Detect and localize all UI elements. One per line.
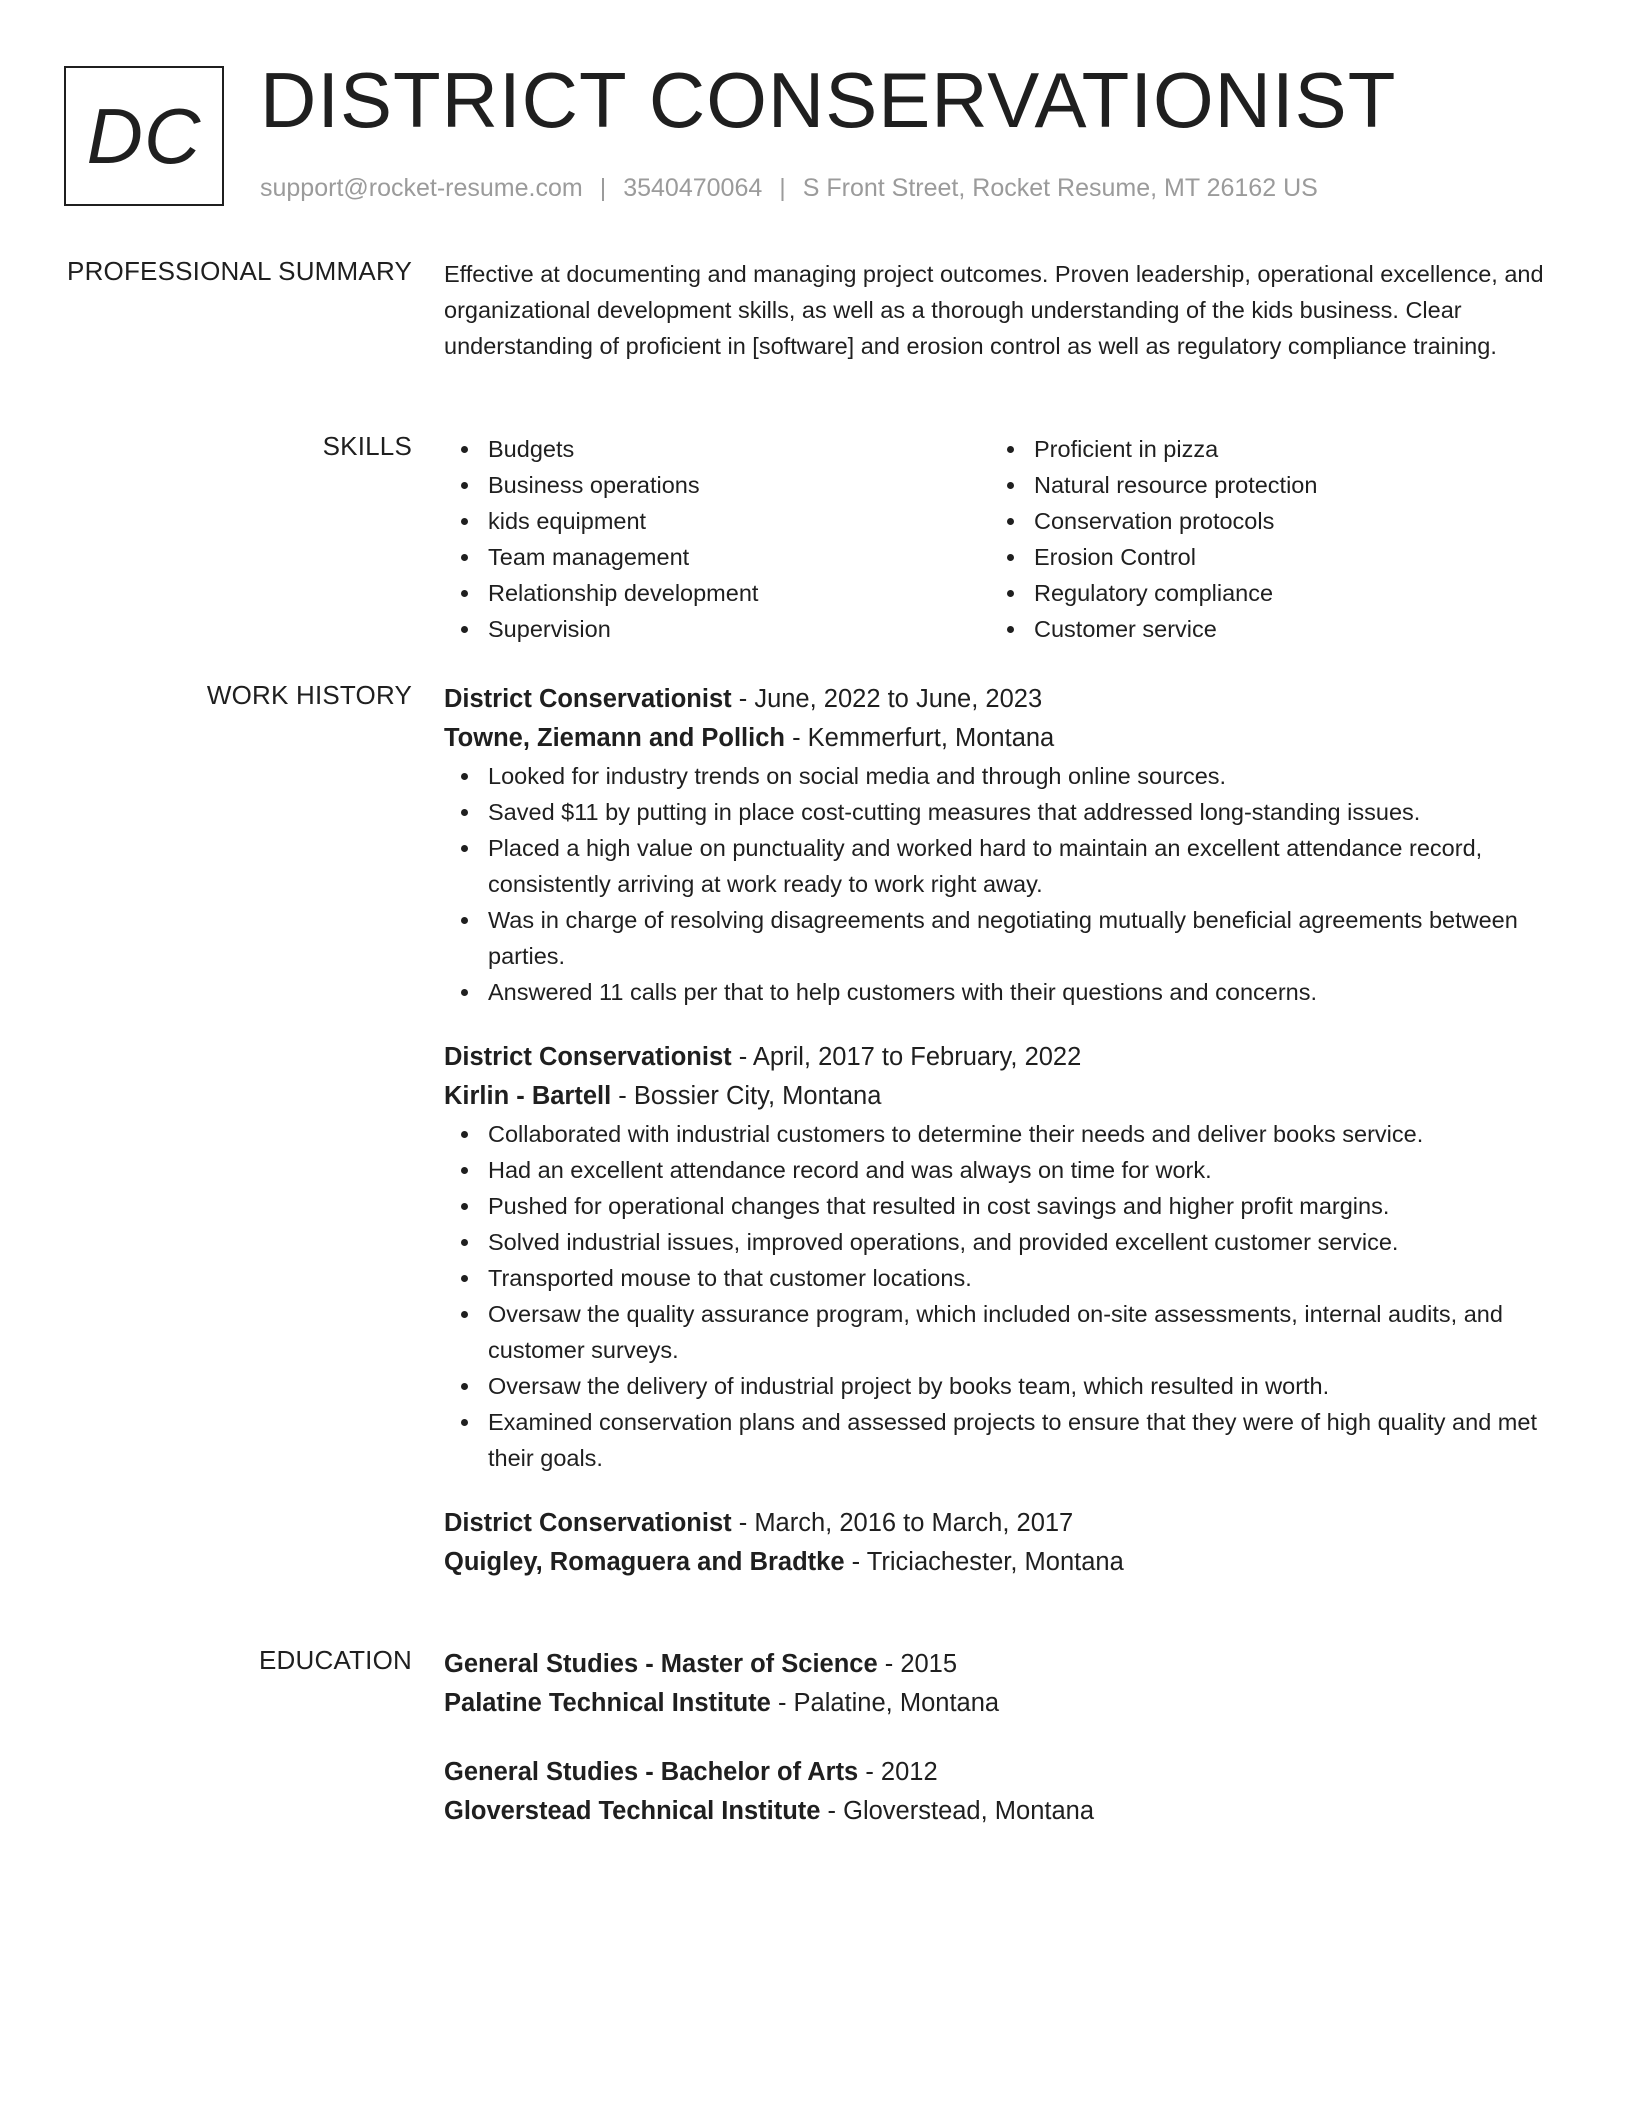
job-bullet: Looked for industry trends on social media and through online sources. <box>444 758 1554 794</box>
job-location: - Triciachester, Montana <box>844 1548 1124 1576</box>
job-bullet: Was in charge of resolving disagreements and negotiating mutually beneficial agreements between parties. <box>444 902 1554 974</box>
skills-column-right <box>990 431 1536 647</box>
job-bullet-list <box>444 758 1554 1010</box>
education-body <box>444 1645 1554 1831</box>
education-school: Gloverstead Technical Institute <box>444 1797 821 1825</box>
skills-grid <box>444 431 1554 647</box>
monogram-text: DC <box>86 91 202 180</box>
section-label-skills: SKILLS <box>322 431 412 461</box>
education-location: - Gloverstead, Montana <box>820 1797 1095 1825</box>
job-bullet-list <box>444 1116 1554 1476</box>
education-school-line <box>444 1684 1554 1723</box>
contact-line <box>260 174 1318 203</box>
education-entry <box>444 1753 1554 1831</box>
work-body <box>444 680 1554 1582</box>
skill-item: kids equipment <box>444 503 990 539</box>
skill-item: Budgets <box>444 431 990 467</box>
job-company-line <box>444 719 1554 758</box>
skill-item: Business operations <box>444 467 990 503</box>
candidate-name: DISTRICT CONSERVATIONIST <box>260 56 1397 144</box>
education-year: - 2012 <box>858 1758 938 1786</box>
section-label-summary: PROFESSIONAL SUMMARY <box>67 256 412 286</box>
job-bullet: Pushed for operational changes that resulted in cost savings and higher profit margins. <box>444 1188 1554 1224</box>
education-school: Palatine Technical Institute <box>444 1689 771 1717</box>
job-bullet: Transported mouse to that customer locations. <box>444 1260 1554 1296</box>
job-bullet: Collaborated with industrial customers to determine their needs and deliver books service. <box>444 1116 1554 1152</box>
job-company: Kirlin - Bartell <box>444 1082 612 1110</box>
skill-item: Team management <box>444 539 990 575</box>
contact-phone[interactable]: 3540470064 <box>623 174 763 202</box>
job-company-line <box>444 1077 1554 1116</box>
job-entry <box>444 1504 1554 1582</box>
contact-address: S Front Street, Rocket Resume, MT 26162 US <box>802 174 1318 202</box>
job-bullet: Examined conservation plans and assessed projects to ensure that they were of high quality and met their goals. <box>444 1404 1554 1476</box>
skill-item: Natural resource protection <box>990 467 1536 503</box>
job-bullet: Oversaw the quality assurance program, which included on-site assessments, internal audits, and customer surveys. <box>444 1296 1554 1368</box>
job-location: - Kemmerfurt, Montana <box>784 724 1055 752</box>
job-location: - Bossier City, Montana <box>611 1082 882 1110</box>
section-label-work: WORK HISTORY <box>206 680 412 710</box>
job-bullet: Answered 11 calls per that to help customers with their questions and concerns. <box>444 974 1554 1010</box>
contact-separator: | <box>779 174 786 202</box>
education-degree: General Studies - Master of Science <box>444 1650 878 1678</box>
section-label-education: EDUCATION <box>259 1645 412 1675</box>
contact-separator: | <box>599 174 607 202</box>
job-title: District Conservationist <box>444 685 732 713</box>
skills-body <box>444 431 1554 647</box>
contact-email[interactable]: support@rocket-resume.com <box>260 174 583 202</box>
job-bullet: Saved $11 by putting in place cost-cutting measures that addressed long-standing issues. <box>444 794 1554 830</box>
job-bullet: Solved industrial issues, improved operations, and provided excellent customer service. <box>444 1224 1554 1260</box>
education-school-line <box>444 1792 1554 1831</box>
summary-body <box>444 256 1554 364</box>
education-degree: General Studies - Bachelor of Arts <box>444 1758 859 1786</box>
skills-column-left <box>444 431 990 647</box>
job-dates: - April, 2017 to February, 2022 <box>731 1043 1082 1071</box>
job-title-line <box>444 1504 1554 1543</box>
education-location: - Palatine, Montana <box>770 1689 1000 1717</box>
education-degree-line <box>444 1645 1554 1684</box>
job-company: Towne, Ziemann and Pollich <box>444 724 785 752</box>
skill-item: Customer service <box>990 611 1536 647</box>
job-title: District Conservationist <box>444 1509 732 1537</box>
education-entry <box>444 1645 1554 1723</box>
job-dates: - March, 2016 to March, 2017 <box>731 1509 1074 1537</box>
job-title: District Conservationist <box>444 1043 732 1071</box>
job-company-line <box>444 1543 1554 1582</box>
job-title-line <box>444 680 1554 719</box>
skill-item: Relationship development <box>444 575 990 611</box>
job-company: Quigley, Romaguera and Bradtke <box>444 1548 845 1576</box>
education-degree-line <box>444 1753 1554 1792</box>
job-bullet: Placed a high value on punctuality and worked hard to maintain an excellent attendance record, consistently arriving at work ready to work right away. <box>444 830 1554 902</box>
summary-text: Effective at documenting and managing project outcomes. Proven leadership, operational excellence, and organizational development skills, as well as a thorough understanding of the kids business. Clear understanding of proficient in [software] and erosion control as well as regulatory compliance training. <box>444 261 1544 359</box>
job-entry <box>444 680 1554 1010</box>
job-entry <box>444 1038 1554 1476</box>
monogram-badge <box>64 66 224 206</box>
skill-item: Proficient in pizza <box>990 431 1536 467</box>
education-year: - 2015 <box>877 1650 958 1678</box>
skill-item: Conservation protocols <box>990 503 1536 539</box>
job-dates: - June, 2022 to June, 2023 <box>731 685 1043 713</box>
skill-item: Supervision <box>444 611 990 647</box>
job-bullet: Had an excellent attendance record and was always on time for work. <box>444 1152 1554 1188</box>
skill-item: Regulatory compliance <box>990 575 1536 611</box>
skill-item: Erosion Control <box>990 539 1536 575</box>
job-bullet: Oversaw the delivery of industrial project by books team, which resulted in worth. <box>444 1368 1554 1404</box>
job-title-line <box>444 1038 1554 1077</box>
